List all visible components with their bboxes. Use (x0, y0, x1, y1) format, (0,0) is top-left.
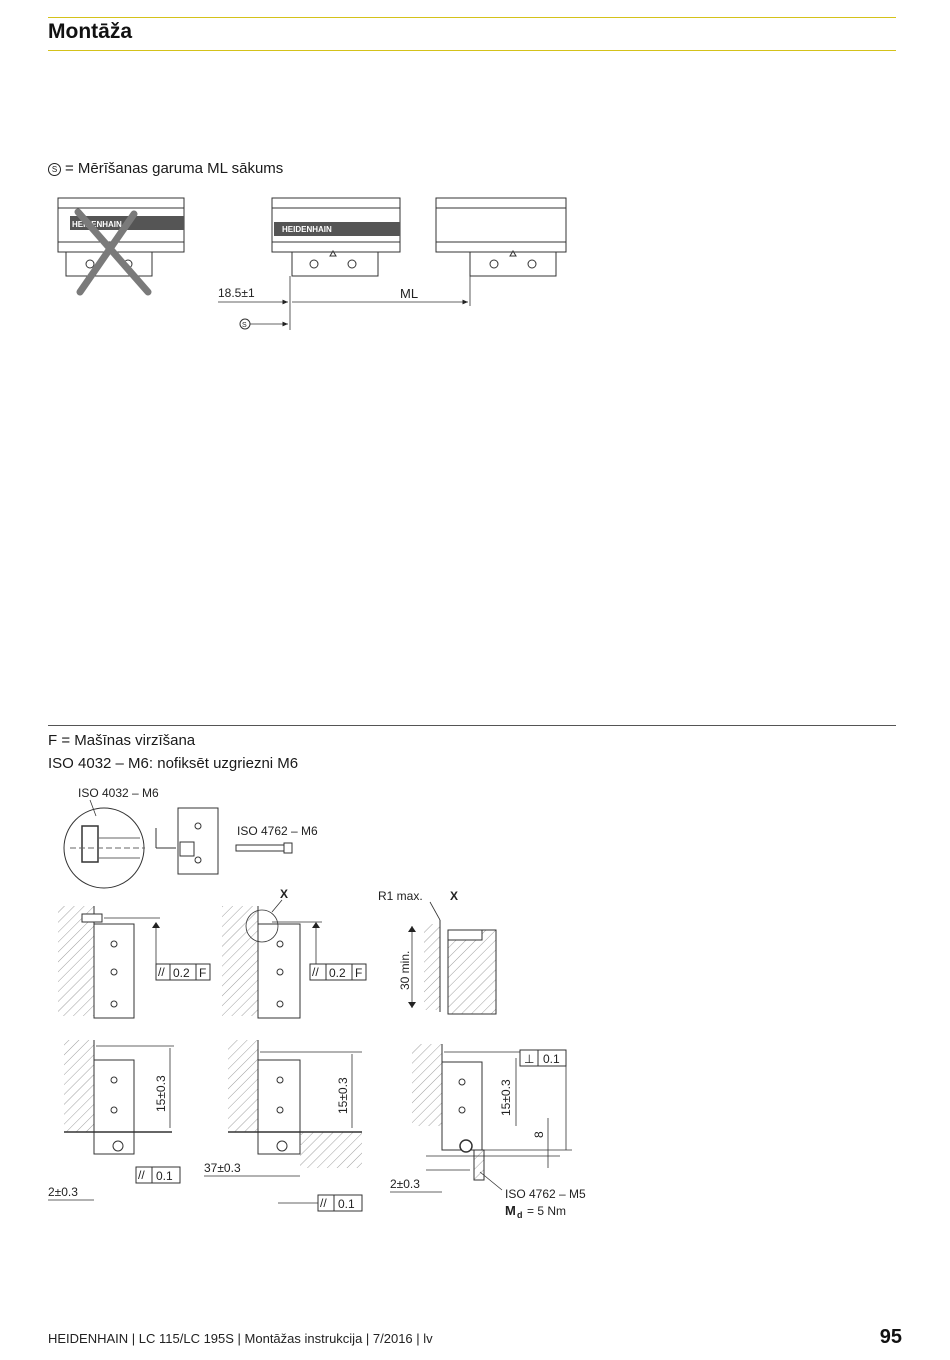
guidance-line: F = Mašīnas virzīšana (48, 732, 196, 749)
section2-rule (48, 725, 896, 726)
tol-perp: 0.1 (543, 1052, 560, 1066)
torque-sub: d (517, 1210, 523, 1220)
tol-15-2: 15±0.3 (336, 1077, 350, 1114)
brand-label-left: HEIDENHAIN (72, 220, 122, 229)
tol-2-3: 2±0.3 (390, 1177, 420, 1191)
screw-label: ISO 4762 – M6 (237, 824, 318, 838)
tol-15-3: 15±0.3 (499, 1079, 513, 1116)
datum-s-label: S (242, 322, 247, 329)
tol-2-1: 2±0.3 (48, 1185, 78, 1199)
mounting-view-1 (58, 906, 210, 1018)
footer-text: HEIDENHAIN | LC 115/LC 195S | Montāžas instrukcija | 7/2016 | lv (48, 1331, 433, 1346)
page-title: Montāža (48, 20, 132, 43)
dim-8: 8 (532, 1131, 546, 1138)
detail-x-view (378, 889, 496, 1014)
tol-parallel-2: 0.2 (329, 966, 346, 980)
svg-text://: // (138, 1168, 145, 1182)
svg-text://: // (158, 965, 165, 979)
tol-15-1: 15±0.3 (154, 1075, 168, 1112)
screw-m5-label: ISO 4762 – M5 (505, 1187, 586, 1201)
carriage-screw (156, 808, 318, 874)
scale-right (436, 198, 566, 276)
svg-text://: // (312, 965, 319, 979)
mounting-view-2 (222, 887, 366, 1018)
tol-01-1: 0.1 (156, 1169, 173, 1183)
tol-parallel-1: 0.2 (173, 966, 190, 980)
datum-f-1: F (199, 966, 207, 980)
legend-text: = Mērīšanas garuma ML sākums (65, 160, 284, 177)
tol-37: 37±0.3 (204, 1161, 241, 1175)
detail-x-1: X (280, 887, 289, 901)
tol-01-2: 0.1 (338, 1197, 355, 1211)
datum-f-2: F (355, 966, 363, 980)
nut-label: ISO 4032 – M6 (78, 786, 159, 800)
r1-label: R1 max. (378, 889, 423, 903)
page-number: 95 (879, 1326, 902, 1348)
dim-ml-label: ML (400, 286, 419, 301)
position-view-2 (204, 1040, 362, 1211)
nut-detail (64, 786, 159, 888)
dim-offset-label: 18.5±1 (218, 286, 255, 300)
torque-symbol: M (505, 1203, 516, 1218)
svg-text://: // (320, 1196, 327, 1210)
detail-x-2: X (450, 889, 459, 903)
scale-left-crossed (58, 198, 184, 292)
s-symbol-icon: S (48, 163, 61, 176)
position-view-1 (48, 1040, 180, 1200)
nut-instruction-line: ISO 4032 – M6: nofiksēt uzgriezni M6 (48, 755, 299, 772)
brand-label-middle: HEIDENHAIN (282, 225, 332, 234)
position-view-3 (390, 1044, 586, 1220)
scale-middle (272, 198, 400, 276)
torque-value: = 5 Nm (527, 1204, 567, 1218)
svg-text:⊥: ⊥ (524, 1052, 535, 1066)
min30-label: 30 min. (398, 950, 412, 990)
